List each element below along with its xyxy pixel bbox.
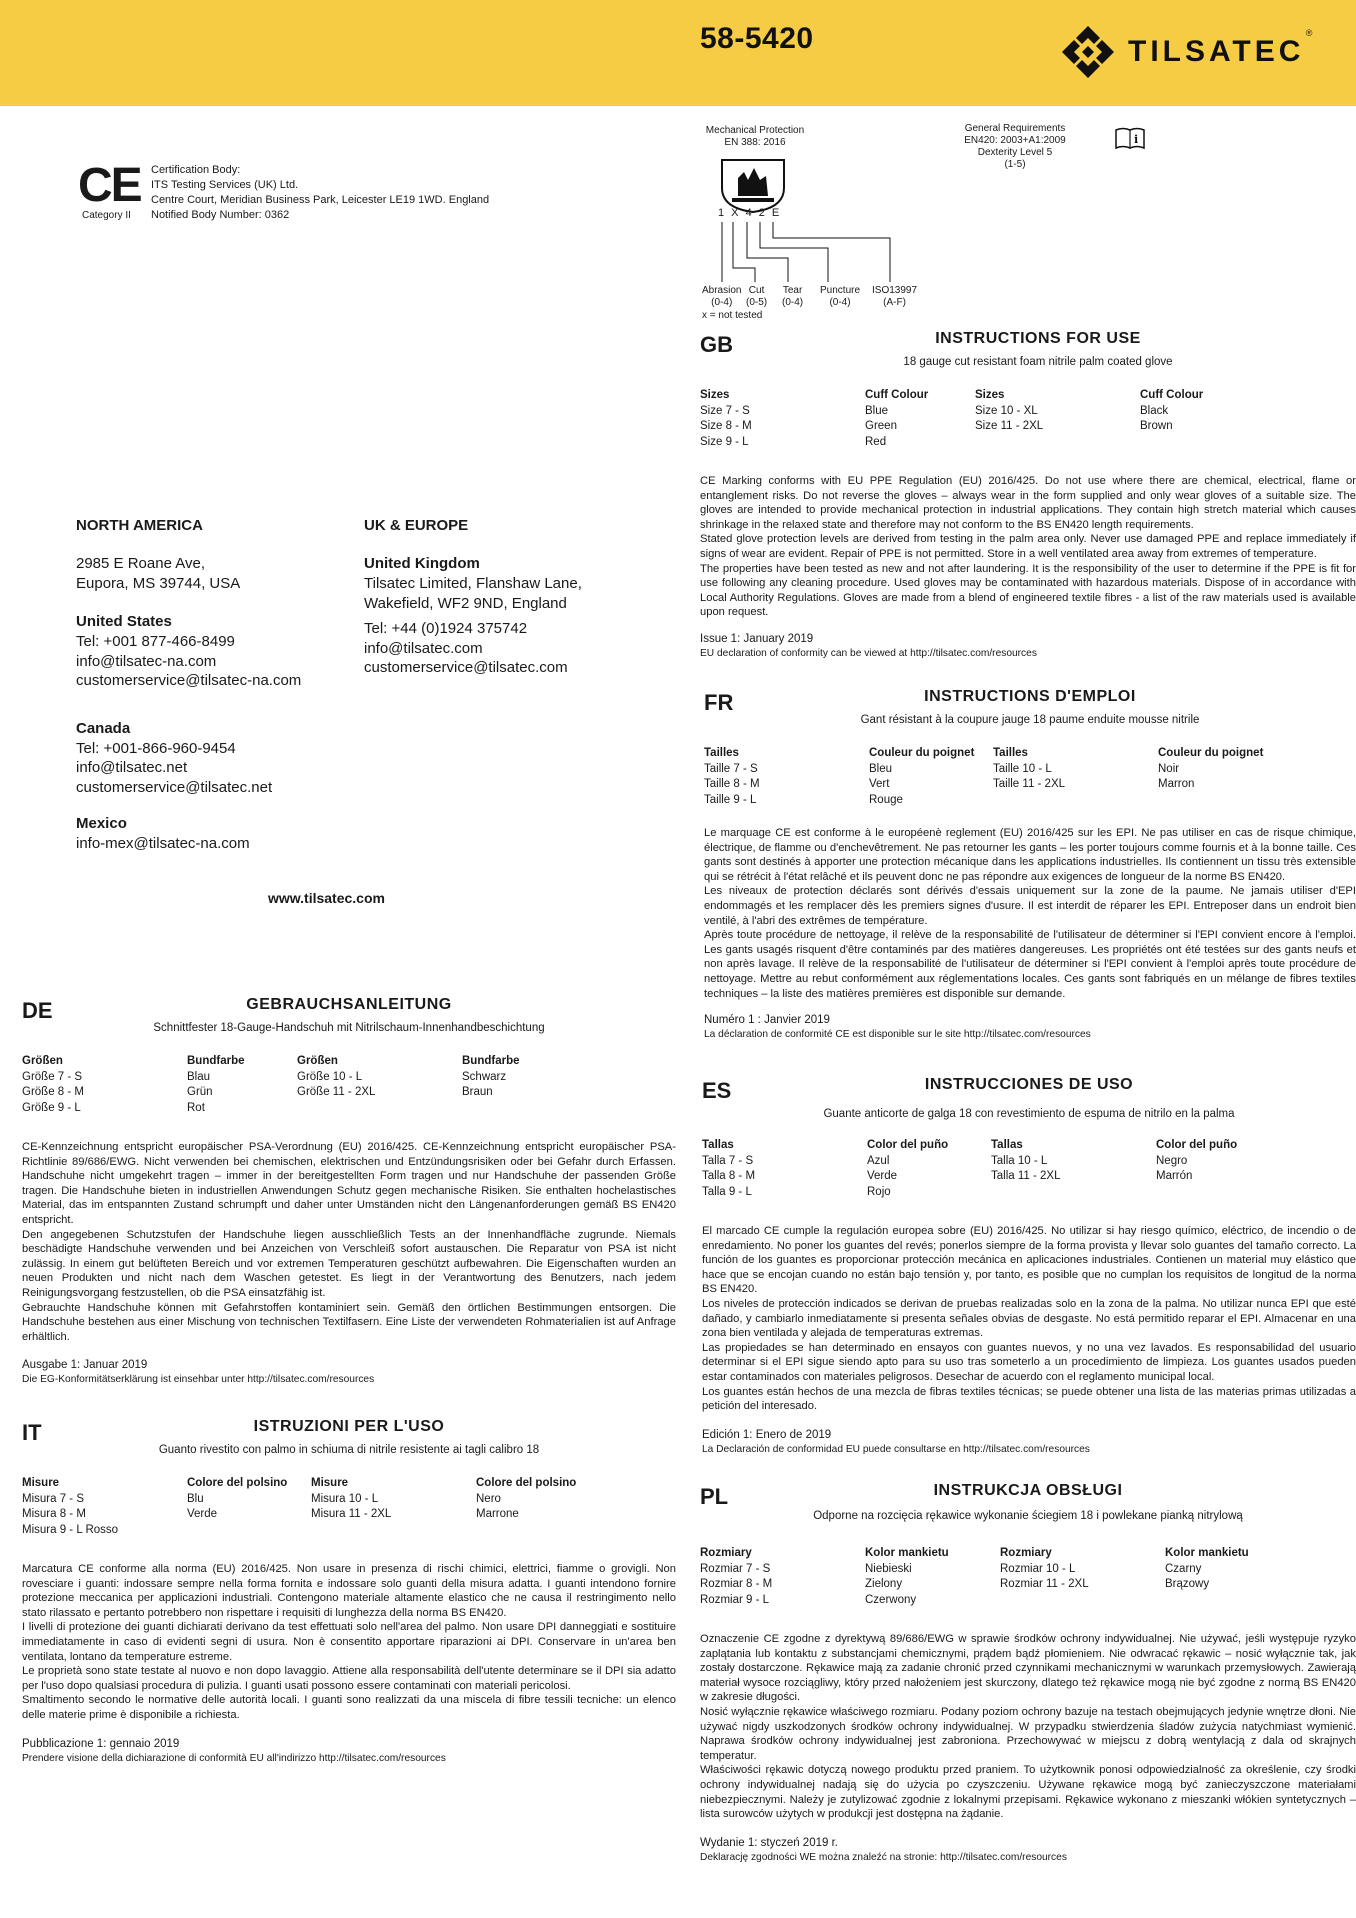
size-cell: Größe 8 - M: [22, 1086, 84, 1098]
body-paragraph: Oznaczenie CE zgodne z dyrektywą 89/686/EWG w sprawie środków ochrony indywidualnej. Nie używać, jeśli występuje ryzyko zaplątania lub kontaktu z substancjami chemicznymi, prądem bądź płomieniem. Nie odwracać rękawic – nosić wyłącznie tak, jak zostały dostarczone. Rękawice mają za zadanie chronić przed czynnikami mechanicznymi w warunkach przemysłowych. Zawierają materiał wysoce rozciągliwy, który przed nałożeniem jest skurczony, dlatego też rękawice mogą nie być zgodne z normą BS EN420 w zakresie długości.: [700, 1633, 1356, 1704]
lang-code-it: IT: [22, 1420, 42, 1445]
uk-europe-heading: UK & EUROPE: [364, 517, 469, 534]
section-title: ISTRUZIONI PER L'USO: [253, 1418, 445, 1435]
tilsatec-logo-icon: [1060, 24, 1116, 80]
body-paragraph: Smaltimento secondo le normative delle autorità locali. I guanti sono realizzati da una miscela di fibre tessili tecniche: un elenco delle materie prime è disponibile a richiesta.: [22, 1694, 676, 1721]
sizes-heading: Tailles: [993, 747, 1028, 759]
cuff-cell: Schwarz: [462, 1070, 507, 1083]
size-cell: Taille 11 - 2XL: [993, 778, 1066, 790]
sizes-heading: Misure: [311, 1477, 349, 1489]
issue-date: Edición 1: Enero de 2019: [702, 1428, 832, 1441]
body-paragraph: Le proprietà sono state testate al nuovo e non dopo lavaggio. Attiene alla responsabilità dell'utente determinare se il DPI sia adatto per l'uso dopo qualsiasi procedura di pulizia. I guanti usati possono essere contaminati con materiali pericolosi.: [22, 1665, 676, 1692]
cuff-cell: Noir: [1158, 762, 1180, 775]
north-america-heading: NORTH AMERICA: [76, 517, 203, 534]
cuff-cell: Grün: [187, 1086, 213, 1098]
body-paragraph: Los guantes están hechos de una mezcla de fibras textiles técnicas; se puede obtener una lista de las materias primas utilizadas a petición del interesado.: [702, 1385, 1356, 1413]
conformity-declaration-link[interactable]: La déclaration de conformité CE est disponible sur le site http://tilsatec.com/resources: [704, 1029, 1091, 1041]
canada-heading: Canada: [76, 719, 131, 737]
size-cell: Talla 10 - L: [991, 1154, 1048, 1167]
ce-category: Category II: [82, 210, 131, 221]
conformity-declaration-link[interactable]: La Declaración de conformidad EU puede consultarse en http://tilsatec.com/resources: [702, 1443, 1090, 1455]
lang-code-fr: FR: [704, 690, 734, 715]
body-paragraph: Den angegebenen Schutzstufen der Handschuhe liegen ausschließlich Tests an der Innenhandfläche zugrunde. Niemals beschädigte Handschuhe verwenden und bei Anzeichen von Verschleiß sofort austauschen. Die Reparatur von PSA ist nicht zulässig. In einem gut belüfteten Bereich und vor extremen Temperaturen geschützt aufbewahren. Die Eigenschaften wurden an neuen Produkten und nicht nach dem Waschen getestet. Es liegt in der Verantwortung des Benutzers, nach jedem Reinigungsvorgang festzustellen, ob die PSA einsatzfähig ist.: [22, 1228, 676, 1299]
size-cell: Taille 8 - M: [704, 778, 760, 790]
en388-code: 1 X 4 2 E: [718, 207, 782, 219]
cuff-heading: Color del puño: [867, 1139, 949, 1151]
logo-text: TILSATEC: [1128, 35, 1305, 68]
cuff-cell: Rot: [187, 1101, 205, 1114]
body-paragraph: The properties have been tested as new and not after laundering. It is the responsibility of the user to determine if the PPE is fit for use following any cleaning procedure. Used gloves may be contaminated with hazardous materials. Dispose of in accordance with Local Authority Regulations. Gloves are made from a blend of engineered textile fibres - a list of the raw materials used is available upon request.: [700, 562, 1356, 619]
lang-code-es: ES: [702, 1078, 732, 1103]
sizes-table: [22, 1476, 676, 1538]
cuff-cell: Marron: [1158, 778, 1195, 790]
sizes-heading: Tallas: [702, 1139, 734, 1151]
cuff-heading: Couleur du poignet: [869, 747, 975, 759]
issue-date: Issue 1: January 2019: [700, 632, 814, 645]
conformity-declaration-link[interactable]: Die EG-Konformitätserklärung ist einsehbar unter http://tilsatec.com/resources: [22, 1374, 375, 1386]
sizes-heading: Rozmiary: [1000, 1547, 1052, 1559]
cuff-heading: Color del puño: [1156, 1139, 1238, 1151]
uk-heading: United Kingdom: [364, 555, 480, 572]
logo-registered: ®: [1305, 28, 1313, 38]
cuff-heading: Colore del polsino: [187, 1477, 288, 1489]
body-paragraph: Właściwości rękawic dotyczą nowego produktu przed praniem. To użytkownik ponosi odpowiedzialność za określenie, czy środki ochrony indywidualnej nadają się do użycia po czyszczeniu. Używane rękawice mogą być zanieczyszczone materiałami niebezpiecznymi. Należy je zutylizować zgodnie z lokalnymi przepisami. Rękawice wykonano z mieszanki włókien syntetycznych – lista surowców użytych w produkcji jest dostępna na żądanie.: [700, 1764, 1356, 1821]
sizes-table: [22, 1054, 676, 1116]
mexico-heading: Mexico: [76, 815, 127, 832]
section-body: [704, 826, 1356, 1001]
sizes-heading: Misure: [22, 1477, 60, 1489]
body-paragraph: El marcado CE cumple la regulación europea sobre (EU) 2016/425. No utilizar si hay riesgo químico, eléctrico, de incendio o de enredamiento. No poner los guantes del revés; ponerlos siempre de la forma provista y llevar solo guantes del tamaño correcto. La función de los guantes es proporcionar protección mecánica en aplicaciones industriales. Contienen un material muy elástico que hace que se encojan cuando no están bajo tensión y, por tanto, es posible que no cumplan los requisitos de longitud de la norma BS EN420.: [702, 1225, 1356, 1296]
cuff-heading: Kolor mankietu: [865, 1547, 949, 1559]
size-cell: Größe 10 - L: [297, 1070, 363, 1083]
cuff-cell: Blau: [187, 1070, 211, 1083]
section-de: [22, 996, 676, 1386]
mech-title-line: EN 388: 2016: [724, 137, 786, 148]
issue-date: Numéro 1 : Janvier 2019: [704, 1014, 830, 1027]
size-cell: Rozmiar 9 - L: [700, 1593, 770, 1606]
en388-leader-lines: [700, 220, 920, 290]
size-cell: Size 10 - XL: [975, 404, 1038, 417]
canada-phone: Tel: +001-866-960-9454: [76, 739, 236, 757]
mexico-email-link[interactable]: info-mex@tilsatec-na.com: [76, 835, 250, 852]
size-cell: Talla 7 - S: [702, 1154, 754, 1167]
lang-code-pl: PL: [700, 1484, 729, 1509]
size-cell: Size 9 - L: [700, 435, 749, 448]
north-america-contacts: [76, 516, 336, 854]
general-requirements: [955, 123, 1075, 171]
cuff-cell: Blue: [865, 404, 889, 417]
conformity-declaration-link[interactable]: Deklarację zgodności WE można znaleźć na stronie: http://tilsatec.com/resources: [700, 1851, 1067, 1863]
size-cell: Misura 10 - L: [311, 1492, 379, 1505]
uk-email-link[interactable]: info@tilsatec.com: [364, 639, 483, 657]
cuff-cell: Azul: [867, 1154, 890, 1167]
cuff-heading: Cuff Colour: [1140, 389, 1204, 401]
canada-email-link[interactable]: info@tilsatec.net: [76, 759, 188, 776]
cuff-heading: Kolor mankietu: [1165, 1547, 1249, 1559]
size-cell: Taille 7 - S: [704, 762, 758, 775]
cuff-cell: Rojo: [867, 1185, 891, 1198]
canada-service-email-link[interactable]: customerservice@tilsatec.net: [76, 778, 273, 796]
size-cell: Taille 9 - L: [704, 793, 757, 806]
uk-phone: Tel: +44 (0)1924 375742: [364, 620, 528, 637]
general-line: Dexterity Level 5: [977, 147, 1053, 158]
us-service-email-link[interactable]: customerservice@tilsatec-na.com: [76, 672, 302, 689]
mechanical-title: [700, 125, 810, 149]
sizes-table: [704, 746, 1356, 808]
body-paragraph: Las propiedades se han determinado en ensayos con guantes nuevos, y no una vez lavados. Es responsabilidad del usuario determinar si el EPI sigue siendo apto para su uso tras someterlo a un procedimiento de limpieza. Los guantes usados pueden estar contaminados con materiales peligrosos. Desechar de acuerdo con el reglamento municipal local.: [702, 1341, 1356, 1383]
section-title: INSTRUCTIONS FOR USE: [935, 330, 1141, 347]
abrasion-label: Abrasion (0-4): [702, 285, 742, 308]
cuff-heading: Bundfarbe: [462, 1055, 520, 1067]
info-book-icon: [1114, 126, 1146, 150]
website-link[interactable]: www.tilsatec.com: [268, 890, 385, 906]
size-cell: Größe 11 - 2XL: [297, 1086, 376, 1098]
section-title: INSTRUCTIONS D'EMPLOI: [924, 688, 1136, 705]
cuff-cell: Verde: [867, 1170, 898, 1182]
sizes-table: [702, 1138, 1356, 1200]
size-cell: Größe 9 - L: [22, 1101, 81, 1114]
section-body: [700, 474, 1356, 620]
sizes-table: [700, 1546, 1356, 1608]
puncture-label: Puncture (0-4): [820, 285, 861, 308]
section-subtitle: Gant résistant à la coupure jauge 18 paume enduite mousse nitrile: [860, 714, 1200, 726]
issue-date: Wydanie 1: styczeń 2019 r.: [700, 1836, 838, 1849]
cuff-cell: Bleu: [869, 762, 893, 775]
cuff-cell: Zielony: [865, 1578, 903, 1590]
cuff-cell: Blu: [187, 1492, 204, 1505]
cert-line: Notified Body Number: 0362: [151, 209, 290, 221]
body-paragraph: CE Marking conforms with EU PPE Regulation (EU) 2016/425. Do not use where there are chemical, electrical, flame or entanglement risks. Do not reverse the gloves – always wear in the form supplied and only wear gloves of a suitable size. The gloves are intended to provide mechanical protection in industrial applications. They contain high stretch material which causes shrinkage in the relaxed state and therefore may not conform to the BS EN420 length requirements.: [700, 475, 1356, 531]
size-cell: Misura 8 - M: [22, 1508, 86, 1520]
product-code: 58-5420: [700, 22, 814, 55]
size-cell: Talla 9 - L: [702, 1185, 752, 1198]
cuff-heading: Couleur du poignet: [1158, 747, 1264, 759]
us-heading: United States: [76, 613, 172, 630]
cuff-cell: Braun: [462, 1086, 493, 1098]
sizes-heading: Größen: [22, 1055, 63, 1067]
cuff-heading: Cuff Colour: [865, 389, 929, 401]
na-address-line: 2985 E Roane Ave,: [76, 555, 205, 572]
cuff-cell: Marrón: [1156, 1170, 1193, 1182]
cuff-cell: Black: [1140, 404, 1169, 417]
body-paragraph: Stated glove protection levels are derived from testing in the palm area only. Never use damaged PPE and replace immediately if signs of wear are evident. Repair of PPE is not permitted. Store in a well ventilated area away from extremes of temperature.: [700, 533, 1356, 560]
size-cell: Rozmiar 10 - L: [1000, 1562, 1076, 1575]
size-cell: Misura 11 - 2XL: [311, 1508, 392, 1520]
size-cell: Rozmiar 11 - 2XL: [1000, 1578, 1089, 1590]
cuff-cell: Verde: [187, 1508, 218, 1520]
sizes-heading: Sizes: [700, 389, 730, 401]
iso13997-label: ISO13997 (A-F): [872, 285, 918, 308]
section-body: [702, 1224, 1356, 1414]
section-title: GEBRAUCHSANLEITUNG: [246, 996, 452, 1013]
general-line: (1-5): [1004, 159, 1026, 170]
body-paragraph: Los niveles de protección indicados se derivan de pruebas realizadas solo en la zona de la palma. No utilizar nunca EPI que esté dañado, y cambiarlo inmediatamente si presenta señales obvias de desgaste. No está permitido reparar el EPI. Almacenar en una zona bien ventilada y alejada de temperaturas extremas.: [702, 1297, 1356, 1340]
cuff-cell: Brązowy: [1165, 1578, 1210, 1590]
section-gb: [700, 330, 1356, 660]
not-tested-note: x = not tested: [702, 310, 763, 321]
cert-line: Certification Body:: [151, 164, 241, 176]
sizes-heading: Tailles: [704, 747, 739, 759]
sizes-heading: Rozmiary: [700, 1547, 752, 1559]
uk-address-line: Wakefield, WF2 9ND, England: [364, 594, 567, 612]
uk-address-line: Tilsatec Limited, Flanshaw Lane,: [364, 575, 582, 592]
issue-date: Ausgabe 1: Januar 2019: [22, 1359, 148, 1372]
ce-mark: CE: [78, 159, 141, 212]
lang-code-de: DE: [22, 998, 53, 1023]
cuff-cell: Red: [865, 435, 887, 448]
body-paragraph: Le marquage CE est conforme à le européenè reglement (EU) 2016/425 sur les EPI. Ne pas utiliser en cas de risque chimique, électrique, de flamme ou d'enchevêtrement. Ne pas retourner les gants – les porter toujours comme fournis et à la bonne taille. Ces gants sont destinés à apporter une protection mécanique dans les applications industrielles. Ils contiennent un tissu très extensible qui se rétrécit à l'état relâché et ils peuvent donc ne pas répondre aux exigences de longueur de la norme BS EN420.: [704, 827, 1356, 883]
sizes-heading: Tallas: [991, 1139, 1023, 1151]
body-paragraph: CE-Kennzeichnung entspricht europäischer PSA-Verordnung (EU) 2016/425. CE-Kennzeichnung entspricht europäischer PSA-Richtlinie 89/686/EWG. Nicht verwenden bei chemischen, elektrischen und Entzündungsrisiken oder bei Gefahr durch Erfassen. Handschuhe nicht umgekehrt tragen – immer in der bereitgestellten Form tragen und nur Handschuhe der passenden Größe tragen. Die Handschuhe bieten in industriellen Anwendungen Schutz gegen mechanische Risiken. Sie enthalten hochelastisches Material, das im entspannten Zustand schrumpft und daher unter Umständen nicht den Längenanforderungen gemäß BS EN420 entspricht.: [22, 1141, 676, 1226]
body-paragraph: Marcatura CE conforme alla norma (EU) 2016/425. Non usare in presenza di rischi chimici, elettrici, fiamme o grovigli. Non rovesciare i guanti: indossare sempre nella forma fornita e indossare solo guanti della misura adatta. I guanti intendono fornire protezione meccanica per applicazioni industriali. Contengono materiale altamente elastico che ne causa il restringimento nello stato rilassato e pertanto potrebbero non rispettare i requisiti di lunghezza della norma BS EN420.: [22, 1563, 676, 1619]
section-body: [22, 1562, 676, 1723]
cuff-cell: Negro: [1156, 1154, 1188, 1167]
cuff-heading: Colore del polsino: [476, 1477, 577, 1489]
en388-shield-icon: [718, 158, 788, 214]
section-es: [702, 1076, 1356, 1456]
size-cell: Size 11 - 2XL: [975, 420, 1044, 432]
cuff-cell: Rouge: [869, 793, 903, 806]
section-it: [22, 1418, 676, 1765]
conformity-declaration-link[interactable]: Prendere visione della dichiarazione di conformità EU all'indirizzo http://tilsatec.com/resources: [22, 1752, 446, 1764]
tilsatec-logo: [1060, 24, 1313, 80]
size-cell: Misura 7 - S: [22, 1492, 84, 1505]
na-address-line: Eupora, MS 39744, USA: [76, 574, 241, 592]
conformity-declaration-link[interactable]: EU declaration of conformity can be viewed at http://tilsatec.com/resources: [700, 647, 1037, 659]
cuff-cell: Niebieski: [865, 1562, 912, 1575]
cert-line: Centre Court, Meridian Business Park, Leicester LE19 1WD. England: [151, 194, 490, 206]
size-cell: Talla 8 - M: [702, 1170, 756, 1182]
section-body: [700, 1632, 1356, 1822]
cuff-heading: Bundfarbe: [187, 1055, 245, 1067]
mech-title-line: Mechanical Protection: [705, 125, 805, 136]
section-subtitle: Schnittfester 18-Gauge-Handschuh mit Nitrilschaum-Innenhandbeschichtung: [153, 1022, 545, 1034]
section-title: INSTRUCCIONES DE USO: [924, 1076, 1134, 1093]
body-paragraph: Après toute procédure de nettoyage, il relève de la responsabilité de l'utilisateur de déterminer si l'EPI convient encore à l'emploi. Les gants usagés risquent d'être contaminés par des matières dangereuses. Les propriétés ont été testées sur des gants neufs et non après lavage. Il relève de la responsabilité de l'utilisateur de déterminer si l'EPI convient à l'emploi après toute procédure de nettoyage. Mettre au rebut conformément aux réglementations locales. Ces gants sont fabriqués en un mélange de fibres textiles techniques – la liste des matières premières est disponible sur demande.: [704, 929, 1356, 1000]
general-line: General Requirements: [964, 123, 1066, 134]
size-cell: Misura 9 - L Rosso: [22, 1523, 119, 1536]
cut-label: Cut (0-5): [746, 285, 768, 308]
cuff-cell: Vert: [869, 778, 890, 790]
size-cell: Size 7 - S: [700, 404, 750, 417]
us-phone: Tel: +001 877-466-8499: [76, 633, 235, 650]
section-pl: [700, 1482, 1356, 1864]
section-body: [22, 1140, 676, 1344]
body-paragraph: Gebrauchte Handschuhe können mit Gefahrstoffen kontaminiert sein. Gemäß den örtlichen Bestimmungen entsorgen. Die Handschuhe bestehen aus einer Mischung von technischen Textilfasern. Eine Liste der verwendeten Rohmaterialien ist auf Anfrage erhältlich.: [22, 1301, 676, 1343]
issue-date: Pubblicazione 1: gennaio 2019: [22, 1737, 180, 1750]
certification-body: [151, 163, 489, 223]
svg-text:i: i: [1134, 133, 1139, 146]
cuff-cell: Green: [865, 420, 897, 432]
size-cell: Taille 10 - L: [993, 762, 1052, 775]
section-subtitle: 18 gauge cut resistant foam nitrile palm coated glove: [903, 356, 1173, 368]
sizes-heading: Sizes: [975, 389, 1005, 401]
size-cell: Rozmiar 7 - S: [700, 1562, 771, 1575]
sizes-heading: Größen: [297, 1055, 338, 1067]
uk-europe-contacts: [364, 516, 624, 678]
cert-line: ITS Testing Services (UK) Ltd.: [151, 179, 299, 191]
size-cell: Rozmiar 8 - M: [700, 1578, 773, 1590]
lang-code-gb: GB: [700, 332, 733, 357]
cuff-cell: Czerwony: [865, 1593, 917, 1606]
uk-service-email-link[interactable]: customerservice@tilsatec.com: [364, 659, 568, 676]
size-cell: Größe 7 - S: [22, 1070, 83, 1083]
section-fr: [704, 688, 1356, 1041]
body-paragraph: Nosić wyłącznie rękawice właściwego rozmiaru. Podany poziom ochrony bazuje na testach obejmujących jedynie wnętrze dłoni. Nie używać nigdy uszkodzonych środków ochrony indywidualnej. W przypadku stwierdzenia śladów zużycia natychmiast wymienić. Naprawa środków ochrony indywidualnej jest zabroniona. Przechowywać w miejscu z dobrą wentylacją z dala od skrajnych temperatur.: [700, 1705, 1356, 1762]
tear-label: Tear (0-4): [782, 285, 804, 308]
section-subtitle: Guante anticorte de galga 18 con revestimiento de espuma de nitrilo en la palma: [823, 1108, 1235, 1120]
cuff-cell: Brown: [1140, 420, 1173, 432]
body-paragraph: Les niveaux de protection déclarés sont dérivés d'essais uniquement sur la zone de la paume. Ne jamais utiliser d'EPI endommagés et les remplacer dès les premiers signes d'usure. Il est interdit de réparer les EPI. Entreposer dans un endroit bien ventilé, à l'abri des extrêmes de température.: [704, 885, 1356, 927]
general-line: EN420: 2003+A1:2009: [964, 135, 1066, 146]
us-email-link[interactable]: info@tilsatec-na.com: [76, 652, 217, 670]
sizes-table: [700, 388, 1356, 450]
section-title: INSTRUKCJA OBSŁUGI: [933, 1482, 1123, 1499]
cuff-cell: Marrone: [476, 1508, 519, 1520]
section-subtitle: Guanto rivestito con palmo in schiuma di nitrile resistente ai tagli calibro 18: [158, 1444, 540, 1456]
size-cell: Size 8 - M: [700, 420, 752, 432]
section-subtitle: Odporne na rozcięcia rękawice wykonanie ściegiem 18 i powlekane pianką nitrylową: [813, 1510, 1243, 1522]
size-cell: Talla 11 - 2XL: [991, 1170, 1061, 1182]
cuff-cell: Nero: [476, 1492, 501, 1505]
body-paragraph: I livelli di protezione dei guanti dichiarati derivano da test effettuati solo nell'area del palmo. Non usare DPI danneggiati e sostituire immediatamente in caso di evidenti segni di usura. Non è consentito apportare riparazioni ai DPI. Conservare in un'area ben ventilata, lontano da temperature estreme.: [22, 1621, 676, 1663]
cuff-cell: Czarny: [1165, 1562, 1202, 1575]
